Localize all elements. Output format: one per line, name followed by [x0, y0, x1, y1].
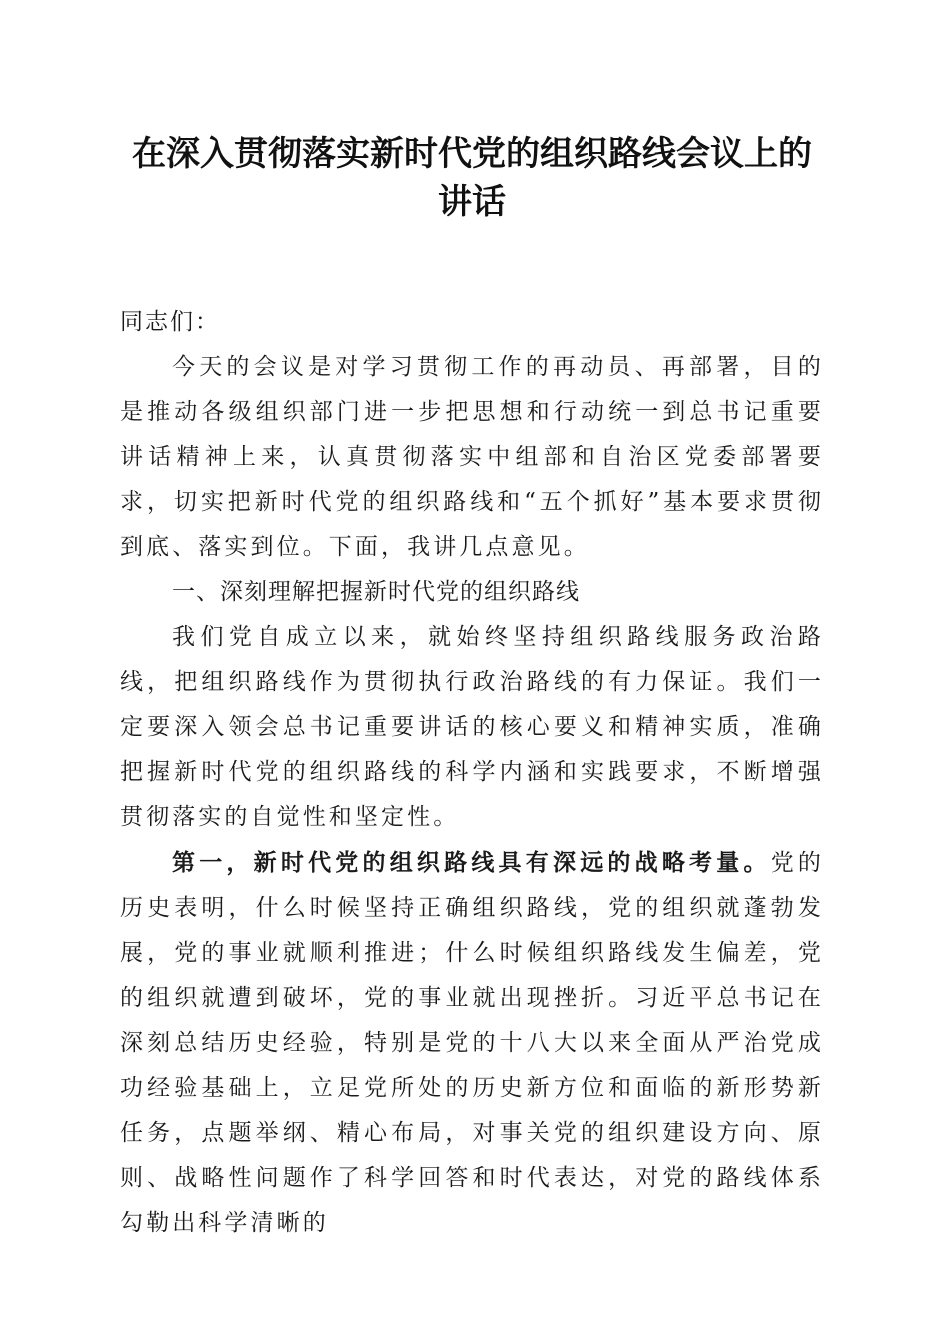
point-1-body: 党的历史表明，什么时候坚持正确组织路线，党的组织就蓬勃发展，党的事业就顺利推进；什么时候组织路线发生偏差，党的组织就遭到破坏，党的事业就出现挫折。习近平总书记在深刻总结历史经验，特别是党的十八大以来全面从严治党成功经验基础上，立足党所处的历史新方位和面临的新形势新任务，点题举纲、精心布局，对事关党的组织建设方向、原则、战略性问题作了科学回答和时代表达，对党的路线体系勾勒出科学清晰的 [120, 850, 825, 1236]
paragraph-intro: 今天的会议是对学习贯彻工作的再动员、再部署，目的是推动各级组织部门进一步把思想和行动统一到总书记重要讲话精神上来，认真贯彻落实中组部和自治区党委部署要求，切实把新时代党的组织路线和“五个抓好”基本要求贯彻到底、落实到位。下面，我讲几点意见。 [120, 354, 824, 560]
paragraph-point-1 [120, 840, 824, 1246]
point-1-lead: 第一，新时代党的组织路线具有深远的战略考量。 [172, 849, 771, 876]
salutation: 同志们： [120, 309, 220, 335]
document-page [120, 130, 824, 1246]
document-title: 在深入贯彻落实新时代党的组织路线会议上的讲话 [132, 134, 812, 222]
paragraph-section-1: 我们党自成立以来，就始终坚持组织路线服务政治路线，把组织路线作为贯彻执行政治路线的有力保证。我们一定要深入领会总书记重要讲话的核心要义和精神实质，准确把握新时代党的组织路线的科学内涵和实践要求，不断增强贯彻落实的自觉性和坚定性。 [120, 624, 824, 830]
section-heading-1: 一、深刻理解把握新时代党的组织路线 [172, 579, 580, 605]
